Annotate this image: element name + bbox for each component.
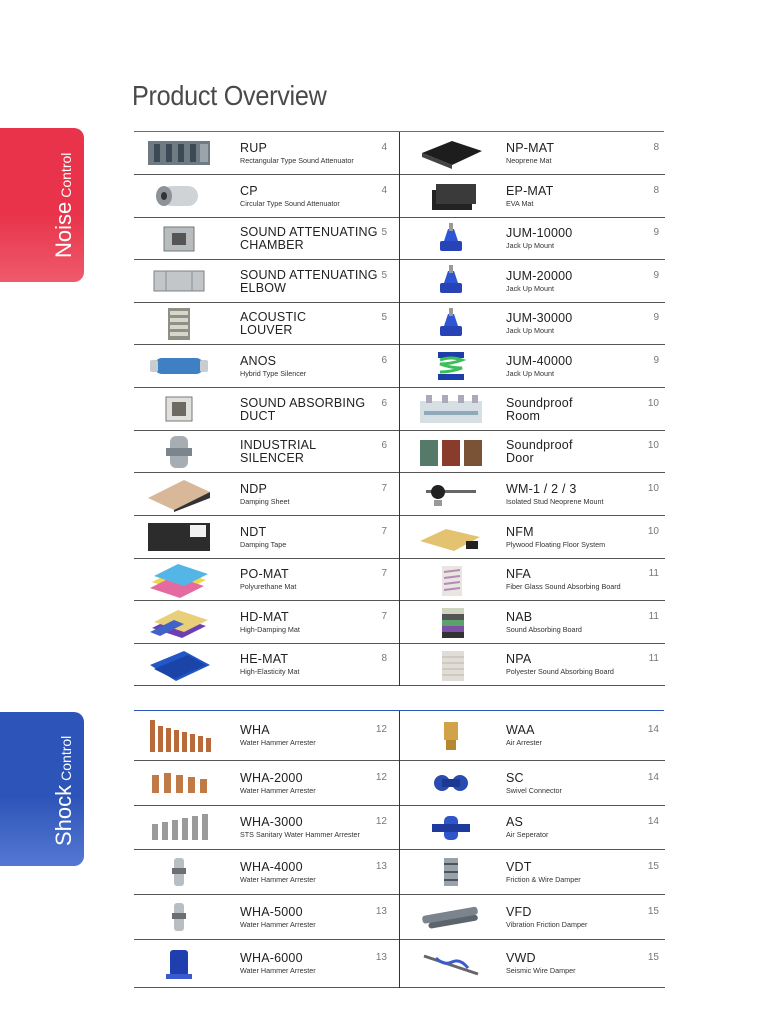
product-name: CP — [240, 184, 258, 198]
product-row — [400, 132, 665, 175]
product-row — [400, 303, 665, 345]
arrester-single-icon — [144, 900, 214, 934]
product-description: Polyurethane Mat — [240, 582, 297, 591]
product-description: High-Elasticity Mat — [240, 667, 300, 676]
page-number: 8 — [381, 653, 387, 664]
eva-mat-icon — [416, 179, 486, 213]
damping-sheet-icon — [144, 477, 214, 511]
product-row — [134, 895, 399, 940]
high-elasticity-mat-icon — [144, 648, 214, 682]
friction-damper-icon — [416, 900, 486, 934]
product-row — [134, 303, 399, 345]
page-number: 13 — [375, 861, 387, 872]
product-description: Water Hammer Arrester — [240, 738, 316, 747]
product-description: EVA Mat — [506, 199, 534, 208]
circular-attenuator-icon — [144, 179, 214, 213]
noise-left-column — [134, 132, 399, 686]
product-name: SOUND ATTENUATING ELBOW — [240, 268, 378, 295]
product-description: Water Hammer Arrester — [240, 966, 316, 975]
product-row — [400, 895, 665, 940]
page-number: 6 — [381, 398, 387, 409]
shock-tab-main: Shock — [51, 784, 76, 846]
product-row — [400, 218, 665, 260]
product-description: Sound Absorbing Board — [506, 625, 582, 634]
product-description: Water Hammer Arrester — [240, 875, 316, 884]
product-row — [400, 601, 665, 644]
product-description: Jack Up Mount — [506, 284, 554, 293]
product-name: WAA — [506, 723, 535, 737]
product-description: STS Sanitary Water Hammer Arrester — [240, 830, 360, 839]
product-row — [134, 601, 399, 644]
product-row — [134, 761, 399, 806]
product-row — [400, 345, 665, 388]
page-title: Product Overview — [132, 80, 327, 111]
product-name: NPA — [506, 652, 532, 666]
page-number: 6 — [381, 440, 387, 451]
product-name: WHA-4000 — [240, 860, 303, 874]
product-row — [134, 260, 399, 303]
product-row — [400, 711, 665, 761]
product-name: VWD — [506, 951, 536, 965]
product-name: WHA-2000 — [240, 771, 303, 785]
product-name: SC — [506, 771, 524, 785]
product-name: SOUND ATTENUATING CHAMBER — [240, 225, 378, 252]
page-number: 13 — [375, 952, 387, 963]
page-number: 8 — [653, 185, 659, 196]
product-name: RUP — [240, 141, 267, 155]
product-row — [400, 806, 665, 850]
product-description: Rectangular Type Sound Attenuator — [240, 156, 354, 165]
product-row — [134, 431, 399, 473]
noise-tab-main: Noise — [51, 201, 76, 258]
absorbing-board-icon — [416, 605, 486, 639]
product-description: High-Damping Mat — [240, 625, 300, 634]
product-name: Soundproof Room — [506, 396, 573, 423]
product-name: JUM-10000 — [506, 226, 573, 240]
product-description: Isolated Stud Neoprene Mount — [506, 497, 604, 506]
chamber-box-icon — [144, 222, 214, 256]
page-number: 14 — [647, 724, 659, 735]
jack-mount-icon — [416, 222, 486, 256]
product-description: Air Arrester — [506, 738, 542, 747]
arrester-blue-icon — [144, 947, 214, 981]
product-name: ANOS — [240, 354, 277, 368]
product-description: Neoprene Mat — [506, 156, 552, 165]
product-name: HE-MAT — [240, 652, 289, 666]
product-row — [400, 431, 665, 473]
shock-control-tab — [0, 712, 84, 866]
product-row — [400, 761, 665, 806]
noise-tab-sub: Control — [58, 152, 74, 198]
product-description: Vibration Friction Damper — [506, 920, 588, 929]
page-number: 12 — [375, 724, 387, 735]
page-number: 5 — [381, 312, 387, 323]
product-description: Friction & Wire Damper — [506, 875, 581, 884]
product-name: WM-1 / 2 / 3 — [506, 482, 577, 496]
product-name: NDP — [240, 482, 267, 496]
product-description: Damping Sheet — [240, 497, 290, 506]
product-name: VFD — [506, 905, 532, 919]
hybrid-silencer-icon — [144, 349, 214, 383]
page-number: 10 — [647, 526, 659, 537]
page-number: 10 — [647, 440, 659, 451]
page-number: 7 — [381, 611, 387, 622]
product-description: Jack Up Mount — [506, 369, 554, 378]
page-number: 6 — [381, 355, 387, 366]
fiberglass-board-icon — [416, 563, 486, 597]
noise-control-label — [52, 153, 78, 258]
product-description: Hybrid Type Silencer — [240, 369, 307, 378]
spring-mount-icon — [416, 349, 486, 383]
product-row — [134, 559, 399, 601]
product-name: Soundproof Door — [506, 438, 573, 465]
product-row — [400, 850, 665, 895]
page-number: 4 — [381, 185, 387, 196]
stud-mount-icon — [416, 477, 486, 511]
product-row — [400, 940, 665, 988]
product-name: HD-MAT — [240, 610, 289, 624]
page-number: 15 — [647, 906, 659, 917]
rectangular-attenuator-icon — [144, 136, 214, 170]
page-number: 11 — [648, 611, 659, 622]
soundproof-door-icon — [416, 435, 486, 469]
product-row — [400, 516, 665, 559]
product-description: Air Seperator — [506, 830, 549, 839]
page-number: 5 — [381, 270, 387, 281]
product-name: NFA — [506, 567, 531, 581]
neoprene-mat-icon — [416, 136, 486, 170]
page-number: 14 — [647, 816, 659, 827]
product-row — [400, 388, 665, 431]
air-separator-icon — [416, 811, 486, 845]
product-row — [134, 175, 399, 218]
page-number: 7 — [381, 526, 387, 537]
product-row — [134, 516, 399, 559]
polyurethane-mat-icon — [144, 563, 214, 597]
page-number: 12 — [375, 772, 387, 783]
product-description: Plywood Floating Floor System — [506, 540, 606, 549]
product-name: WHA-6000 — [240, 951, 303, 965]
product-row — [400, 473, 665, 516]
soundproof-room-icon — [416, 392, 486, 426]
product-name: JUM-40000 — [506, 354, 573, 368]
product-name: NP-MAT — [506, 141, 555, 155]
product-row — [400, 559, 665, 601]
noise-product-table — [134, 131, 664, 676]
page-number: 15 — [647, 861, 659, 872]
product-name: VDT — [506, 860, 532, 874]
shock-tab-sub: Control — [58, 735, 74, 781]
arrester-set-icon — [144, 719, 214, 753]
product-description: Water Hammer Arrester — [240, 920, 316, 929]
industrial-silencer-icon — [144, 435, 214, 469]
arrester-steel-icon — [144, 811, 214, 845]
page-number: 8 — [653, 142, 659, 153]
louver-icon — [144, 307, 214, 341]
page-number: 11 — [648, 653, 659, 664]
product-row — [400, 260, 665, 303]
page-number: 10 — [647, 483, 659, 494]
product-name: PO-MAT — [240, 567, 289, 581]
polyester-board-icon — [416, 648, 486, 682]
product-name: INDUSTRIAL SILENCER — [240, 438, 317, 465]
product-name: NAB — [506, 610, 533, 624]
product-row — [134, 644, 399, 686]
shock-product-table — [134, 710, 664, 975]
wire-damper-icon — [416, 855, 486, 889]
elbow-duct-icon — [144, 264, 214, 298]
swivel-connector-icon — [416, 766, 486, 800]
jack-mount-icon — [416, 307, 486, 341]
jack-mount-icon — [416, 264, 486, 298]
page-number: 9 — [653, 270, 659, 281]
product-name: WHA-3000 — [240, 815, 303, 829]
seismic-damper-icon — [416, 947, 486, 981]
page-number: 9 — [653, 355, 659, 366]
page-number: 9 — [653, 312, 659, 323]
product-description: Jack Up Mount — [506, 326, 554, 335]
page-number: 5 — [381, 227, 387, 238]
page-number: 12 — [375, 816, 387, 827]
product-row — [134, 218, 399, 260]
product-row — [400, 644, 665, 686]
high-damping-mat-icon — [144, 605, 214, 639]
product-name: JUM-20000 — [506, 269, 573, 283]
product-description: Fiber Glass Sound Absorbing Board — [506, 582, 621, 591]
product-description: Seismic Wire Damper — [506, 966, 576, 975]
product-description: Jack Up Mount — [506, 241, 554, 250]
product-description: Swivel Connector — [506, 786, 562, 795]
product-row — [400, 175, 665, 218]
product-description: Water Hammer Arrester — [240, 786, 316, 795]
page-number: 10 — [647, 398, 659, 409]
page-number: 4 — [381, 142, 387, 153]
damping-tape-icon — [144, 520, 214, 554]
noise-control-tab — [0, 128, 84, 282]
product-name: NFM — [506, 525, 534, 539]
floating-floor-icon — [416, 520, 486, 554]
product-row — [134, 940, 399, 988]
product-description: Circular Type Sound Attenuator — [240, 199, 340, 208]
product-description: Polyester Sound Absorbing Board — [506, 667, 614, 676]
product-row — [134, 388, 399, 431]
product-name: NDT — [240, 525, 267, 539]
product-row — [134, 132, 399, 175]
shock-left-column — [134, 711, 399, 988]
product-row — [134, 850, 399, 895]
product-name: ACOUSTIC LOUVER — [240, 310, 307, 337]
page-number: 7 — [381, 568, 387, 579]
page-number: 13 — [375, 906, 387, 917]
page-number: 15 — [647, 952, 659, 963]
shock-right-column — [399, 711, 665, 988]
page-number: 7 — [381, 483, 387, 494]
product-name: EP-MAT — [506, 184, 554, 198]
arrester-single-icon — [144, 855, 214, 889]
product-row — [134, 473, 399, 516]
air-arrester-icon — [416, 719, 486, 753]
page-number: 14 — [647, 772, 659, 783]
product-row — [134, 711, 399, 761]
absorbing-duct-icon — [144, 392, 214, 426]
noise-right-column — [399, 132, 665, 686]
product-name: WHA — [240, 723, 270, 737]
product-name: SOUND ABSORBING DUCT — [240, 396, 366, 423]
product-name: AS — [506, 815, 524, 829]
page-number: 11 — [648, 568, 659, 579]
product-description: Damping Tape — [240, 540, 287, 549]
product-row — [134, 806, 399, 850]
shock-control-label — [52, 736, 78, 846]
product-name: WHA-5000 — [240, 905, 303, 919]
product-row — [134, 345, 399, 388]
product-name: JUM-30000 — [506, 311, 573, 325]
arrester-copper-icon — [144, 766, 214, 800]
page-number: 9 — [653, 227, 659, 238]
